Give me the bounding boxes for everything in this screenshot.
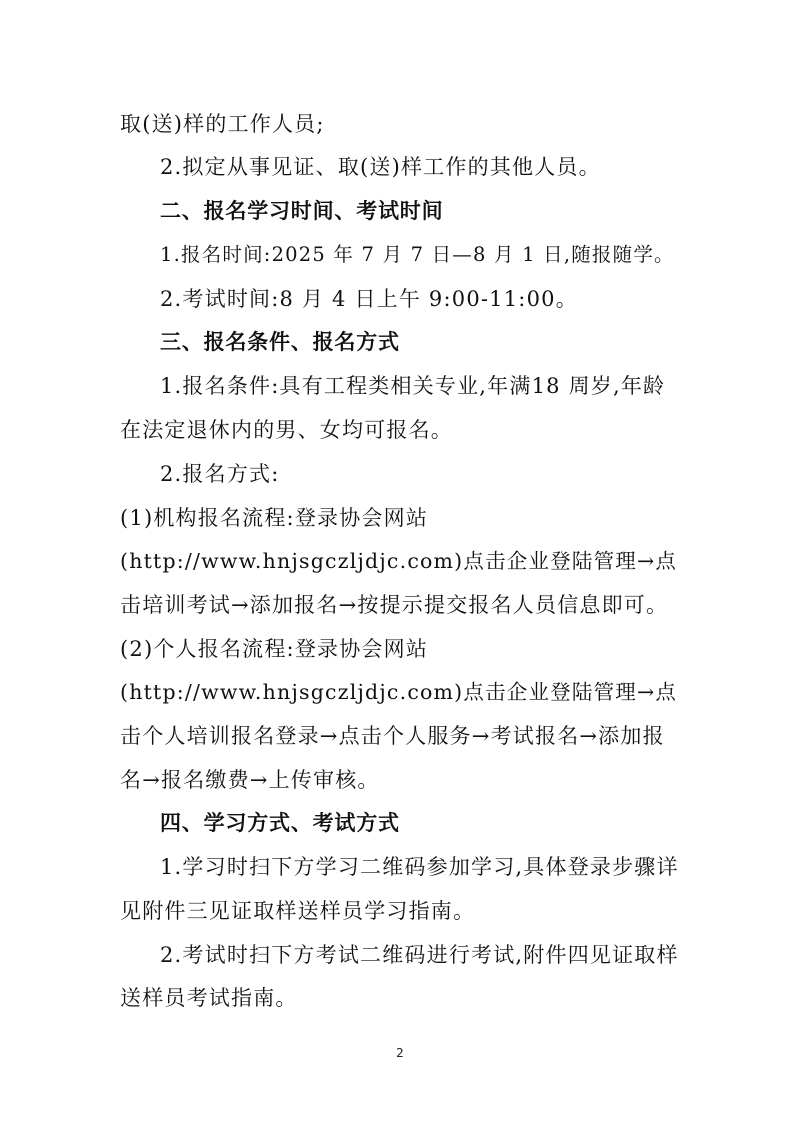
paragraph-line: 见附件三见证取样送样员学习指南。	[120, 899, 476, 923]
paragraph-line: 取(送)样的工作人员;	[120, 112, 325, 136]
paragraph-line: 名→报名缴费→上传审核。	[120, 768, 380, 792]
paragraph-line: 2.拟定从事见证、取(送)样工作的其他人员。	[160, 155, 601, 179]
section-heading-2: 二、报名学习时间、考试时间	[160, 199, 444, 223]
paragraph-line: (1)机构报名流程:登录协会网站	[120, 506, 429, 530]
paragraph-line: 在法定退休内的男、女均可报名。	[120, 418, 453, 442]
paragraph-line: 击培训考试→添加报名→按提示提交报名人员信息即可。	[120, 593, 669, 617]
paragraph-line: 送样员考试指南。	[120, 986, 298, 1010]
paragraph-line: (http://www.hnjsgczljdjc.com)点击企业登陆管理→点	[120, 549, 678, 573]
paragraph-line: 1.报名时间:2025 年 7 月 7 日—8 月 1 日,随报随学。	[160, 243, 675, 266]
paragraph-line: (2)个人报名流程:登录协会网站	[120, 637, 429, 661]
paragraph-line: 1.学习时扫下方学习二维码参加学习,具体登录步骤详	[160, 855, 679, 879]
section-heading-4: 四、学习方式、考试方式	[160, 811, 400, 835]
paragraph-line: (http://www.hnjsgczljdjc.com)点击企业登陆管理→点	[120, 680, 678, 704]
paragraph-line: 2.考试时间:8 月 4 日上午 9:00-11:00。	[160, 287, 578, 311]
paragraph-line: 击个人培训报名登录→点击个人服务→考试报名→添加报	[120, 724, 665, 748]
paragraph-line: 2.报名方式:	[160, 462, 280, 486]
paragraph-line: 2.考试时扫下方考试二维码进行考试,附件四见证取样	[160, 943, 679, 967]
section-heading-3: 三、报名条件、报名方式	[160, 330, 400, 354]
paragraph-line: 1.报名条件:具有工程类相关专业,年满18 周岁,年龄	[160, 374, 666, 398]
page-number: 2	[396, 1046, 404, 1060]
